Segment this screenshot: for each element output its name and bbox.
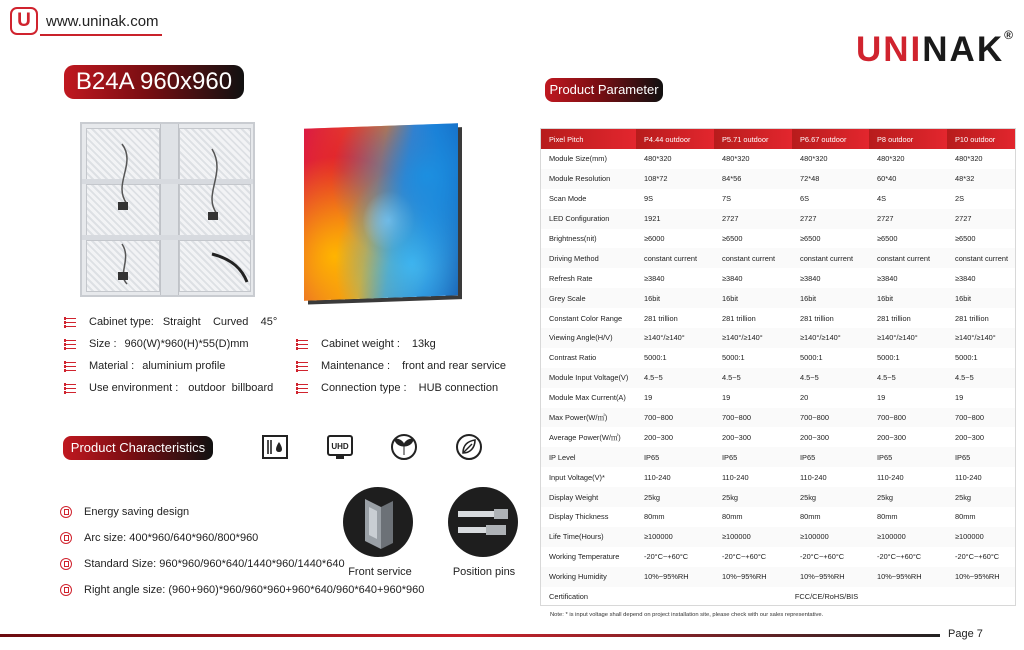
table-row	[541, 229, 1016, 249]
table-cell: 84*56	[714, 169, 792, 189]
brand-logo	[856, 30, 1015, 70]
table-row	[541, 388, 1016, 408]
product-characteristics-title: Product Characteristics	[63, 436, 213, 460]
table-cell: IP65	[636, 447, 714, 467]
table-cell: Module Size(mm)	[549, 154, 607, 164]
spec-value: HUB connection	[418, 382, 499, 394]
table-cell: 80mm	[955, 512, 976, 522]
table-cell: 16bit	[947, 288, 1016, 308]
table-row	[541, 308, 1016, 328]
table-cell: ≥140°/≥140°	[714, 328, 792, 348]
table-cell: Driving Method	[541, 248, 636, 268]
header-underline	[40, 34, 162, 36]
table-cell: 700~800	[792, 408, 869, 428]
table-cell: 19	[644, 393, 653, 403]
table-cell: ≥3840	[722, 273, 743, 283]
table-cell: ≥140°/≥140°	[947, 328, 1016, 348]
table-cell: 110-240	[644, 472, 671, 482]
table-cell: 2S	[955, 194, 965, 204]
table-cell: Contrast Ratio	[549, 353, 597, 363]
table-row	[541, 268, 1016, 288]
table-row	[541, 567, 1016, 587]
table-cell: 108*72	[636, 169, 714, 189]
table-cell: 200~300	[800, 432, 829, 442]
table-cell: -20°C~+60°C	[955, 552, 1000, 562]
table-cell: 6S	[800, 194, 810, 204]
table-cell: 700~800	[869, 408, 947, 428]
table-cell: ≥140°/≥140°	[636, 328, 714, 348]
table-cell: ≥100000	[869, 527, 947, 547]
table-cell: 10%~95%RH	[714, 567, 792, 587]
table-cell: ≥100000	[947, 527, 1016, 547]
table-header: P10 outdoor	[947, 129, 1016, 149]
spec-value: Straight Curved 45°	[162, 316, 278, 328]
table-cell: 16bit	[636, 288, 714, 308]
table-row	[541, 507, 1016, 527]
table-cell: ≥3840	[877, 273, 898, 283]
table-cell: ≥6500	[877, 234, 898, 243]
spec-value: 960(W)*960(H)*55(D)mm	[124, 338, 249, 350]
feature-icon	[60, 532, 72, 544]
table-cell: IP Level	[541, 447, 636, 467]
product-parameter-title: Product Parameter	[545, 78, 663, 102]
table-cell: 110-240	[722, 472, 749, 482]
list-icon	[296, 362, 308, 371]
table-row-certification	[541, 587, 1016, 606]
table-cell: Display Thickness	[549, 512, 609, 522]
table-cell: 5000:1	[955, 353, 978, 363]
table-cell: ≥100000	[636, 527, 714, 547]
table-row	[541, 149, 1016, 169]
table-cell: 48*32	[947, 169, 1016, 189]
spec-material	[64, 360, 225, 372]
table-cell: 2727	[714, 209, 792, 229]
brand-part2: NAK	[922, 30, 1005, 69]
page-number: Page 7	[948, 628, 983, 640]
table-cell: 25kg	[792, 487, 869, 507]
table-cell: 16bit	[714, 288, 792, 308]
uhd-icon	[326, 433, 354, 461]
table-cell: LED Configuration	[541, 209, 636, 229]
front-service-label: Front service	[348, 566, 412, 578]
table-cell: ≥6000	[644, 234, 665, 243]
table-cell: 700~800	[636, 408, 714, 428]
table-cell: constant current	[714, 248, 792, 268]
table-cell: 4.5~5	[792, 368, 869, 388]
table-cell: ≥6500	[722, 234, 743, 243]
table-cell: 480*320	[955, 154, 983, 164]
spec-value: aluminium profile	[142, 360, 226, 372]
table-row	[541, 189, 1016, 209]
table-cell: 2727	[947, 209, 1016, 229]
front-service-image	[343, 487, 413, 557]
list-icon	[296, 340, 308, 349]
feature-text: Standard Size: 960*960/960*640/1440*960/1440*640	[84, 558, 345, 570]
position-pins-label: Position pins	[452, 566, 516, 578]
table-cell: Grey Scale	[541, 288, 636, 308]
table-cell: 480*320	[722, 154, 750, 164]
feature-icon	[60, 558, 72, 570]
table-cell: constant current	[947, 248, 1016, 268]
spec-size	[64, 338, 249, 350]
list-icon	[64, 340, 76, 349]
table-cell: ≥3840	[800, 273, 821, 283]
parameter-table	[540, 128, 1016, 606]
table-cell: 20	[800, 393, 809, 403]
table-cell: constant current	[636, 248, 714, 268]
list-icon	[64, 362, 76, 371]
table-header: P5.71 outdoor	[714, 129, 792, 149]
table-cell: 10%~95%RH	[869, 567, 947, 587]
table-cell: 4.5~5	[636, 368, 714, 388]
table-cell: 700~800	[714, 408, 792, 428]
table-cell: 110-240	[955, 472, 982, 482]
spec-maintenance	[296, 360, 506, 372]
table-row	[541, 487, 1016, 507]
footnote: Note: * is input voltage shall depend on project installation site, please check with our sales representative.	[550, 612, 824, 618]
table-cell: 19	[877, 393, 886, 403]
table-cell: Refresh Rate	[549, 273, 593, 283]
table-cell: 10%~95%RH	[792, 567, 869, 587]
model-title: B24A 960x960	[64, 65, 244, 99]
spec-cabinet-type	[64, 316, 277, 328]
cabinet-back-image	[80, 122, 255, 297]
table-cell: IP65	[869, 447, 947, 467]
spec-label: Cabinet weight :	[321, 338, 400, 350]
table-cell: ≥100000	[714, 527, 792, 547]
eco-plant-icon	[390, 433, 418, 461]
registered-mark: ®	[1004, 28, 1015, 42]
table-cell: 480*320	[800, 154, 828, 164]
table-cell: 4.5~5	[714, 368, 792, 388]
table-cell: ≥6500	[955, 234, 976, 243]
table-cell: 4.5~5	[869, 368, 947, 388]
uhd-text: UHD	[331, 442, 349, 451]
table-body	[541, 149, 1016, 606]
table-cell: Module Max Current(A)	[549, 393, 626, 403]
table-cell: Working Humidity	[541, 567, 636, 587]
logo-icon: U	[10, 7, 38, 35]
feature-text: Right angle size: (960+960)*960/960*960+960*640/960*640+960*960	[84, 584, 425, 596]
table-cell: 480*320	[877, 154, 905, 164]
table-cell: 5000:1	[644, 353, 667, 363]
feature-text: Arc size: 400*960/640*960/800*960	[84, 532, 259, 544]
table-row	[541, 368, 1016, 388]
led-display-image	[304, 123, 458, 300]
table-row	[541, 467, 1016, 487]
brand-part1: UNI	[856, 30, 923, 69]
table-cell: Life Time(Hours)	[541, 527, 636, 547]
table-cell: 480*320	[644, 154, 672, 164]
table-cell: 16bit	[869, 288, 947, 308]
table-cell: ≥140°/≥140°	[869, 328, 947, 348]
spec-label: Maintenance :	[321, 360, 391, 372]
table-cell: IP65	[792, 447, 869, 467]
table-cell: 16bit	[792, 288, 869, 308]
position-pins-image	[448, 487, 518, 557]
table-header: P8 outdoor	[869, 129, 947, 149]
table-cell: 281 trillion	[800, 313, 834, 323]
table-cell: 200~300	[955, 432, 984, 442]
table-cell: constant current	[792, 248, 869, 268]
leaf-icon	[455, 433, 483, 461]
spec-use-environment	[64, 382, 273, 394]
certification-value: FCC/CE/RoHS/BIS	[794, 592, 859, 602]
table-cell: 200~300	[877, 432, 906, 442]
table-cell: 25kg	[947, 487, 1016, 507]
table-cell: 7S	[722, 194, 732, 204]
table-cell: 5000:1	[877, 353, 900, 363]
spec-label: Use environment :	[89, 382, 179, 394]
table-header: P6.67 outdoor	[792, 129, 869, 149]
spec-label: Connection type :	[321, 382, 407, 394]
table-row	[541, 427, 1016, 447]
table-cell: Certification	[549, 592, 589, 602]
table-cell: 5000:1	[800, 353, 823, 363]
table-row	[541, 169, 1016, 189]
table-cell: -20°C~+60°C	[722, 552, 767, 562]
table-cell: IP65	[714, 447, 792, 467]
table-row	[541, 248, 1016, 268]
table-cell: 2727	[792, 209, 869, 229]
list-icon	[64, 384, 76, 393]
spec-label: Material :	[89, 360, 135, 372]
table-cell: 700~800	[947, 408, 1016, 428]
table-cell: 10%~95%RH	[947, 567, 1016, 587]
table-cell: ≥3840	[644, 273, 665, 283]
table-cell: Max Power(W/㎡)	[541, 408, 636, 428]
table-cell: Input Voltage(V)*	[549, 472, 605, 482]
list-icon	[64, 318, 76, 327]
table-cell: 25kg	[714, 487, 792, 507]
list-icon	[296, 384, 308, 393]
table-cell: Module Resolution	[541, 169, 636, 189]
table-row	[541, 408, 1016, 428]
table-row	[541, 348, 1016, 368]
table-cell: 19	[955, 393, 964, 403]
table-cell: ≥100000	[792, 527, 869, 547]
website-url[interactable]: www.uninak.com	[46, 13, 159, 30]
spec-label: Cabinet type:	[89, 316, 154, 328]
table-cell: 80mm	[644, 512, 665, 522]
table-cell: 80mm	[877, 512, 898, 522]
table-cell: -20°C~+60°C	[800, 552, 845, 562]
table-cell: 1921	[636, 209, 714, 229]
table-header-row	[541, 129, 1016, 149]
table-cell: 4.5~5	[947, 368, 1016, 388]
table-row	[541, 447, 1016, 467]
feature-item	[60, 558, 345, 570]
table-cell: ≥140°/≥140°	[792, 328, 869, 348]
table-cell: 10%~95%RH	[636, 567, 714, 587]
table-cell: IP65	[947, 447, 1016, 467]
table-cell: 19	[722, 393, 731, 403]
table-cell: 72*48	[792, 169, 869, 189]
table-cell: 281 trillion	[722, 313, 756, 323]
table-header: P4.44 outdoor	[636, 129, 714, 149]
table-cell: 80mm	[800, 512, 821, 522]
table-cell: 9S	[644, 194, 654, 204]
feature-item	[60, 584, 424, 596]
spec-value: front and rear service	[402, 360, 507, 372]
table-cell: ≥6500	[800, 234, 821, 243]
table-cell: 80mm	[722, 512, 743, 522]
table-cell: 4S	[877, 194, 887, 204]
table-cell: Scan Mode	[549, 194, 587, 204]
table-cell: 5000:1	[722, 353, 745, 363]
spec-connection-type	[296, 382, 498, 394]
feature-text: Energy saving design	[84, 506, 190, 518]
table-cell: Module Input Voltage(V)	[541, 368, 636, 388]
table-cell: -20°C~+60°C	[644, 552, 689, 562]
table-cell: 25kg	[869, 487, 947, 507]
table-cell: Working Temperature	[549, 552, 620, 562]
table-cell: Average Power(W/㎡)	[549, 432, 621, 442]
table-cell: 281 trillion	[877, 313, 911, 323]
table-row	[541, 527, 1016, 547]
table-cell: Brightness(nit)	[549, 234, 597, 243]
table-cell: Display Weight	[541, 487, 636, 507]
table-cell: ≥3840	[955, 273, 976, 283]
table-cell: 25kg	[636, 487, 714, 507]
table-cell: constant current	[869, 248, 947, 268]
table-cell: 2727	[869, 209, 947, 229]
table-header: Pixel Pitch	[541, 129, 636, 149]
feature-icon	[60, 584, 72, 596]
table-cell: 200~300	[722, 432, 751, 442]
table-row	[541, 547, 1016, 567]
spec-value: outdoor billboard	[188, 382, 274, 394]
table-cell: 110-240	[877, 472, 904, 482]
table-cell: -20°C~+60°C	[877, 552, 922, 562]
table-row	[541, 288, 1016, 308]
table-row	[541, 209, 1016, 229]
spec-value: 13kg	[411, 338, 436, 350]
table-cell: 110-240	[800, 472, 827, 482]
feature-item	[60, 532, 258, 544]
table-cell: Viewing Angle(H/V)	[541, 328, 636, 348]
footer-line	[0, 634, 940, 637]
table-cell: 281 trillion	[955, 313, 989, 323]
table-cell: 60*40	[869, 169, 947, 189]
spec-label: Size :	[89, 338, 117, 350]
table-row	[541, 328, 1016, 348]
waterproof-icon	[261, 433, 289, 461]
table-cell: 281 trillion	[644, 313, 678, 323]
table-cell: Constant Color Range	[549, 313, 623, 323]
feature-item	[60, 506, 189, 518]
spec-cabinet-weight	[296, 338, 436, 350]
table-cell: 200~300	[644, 432, 673, 442]
feature-icon	[60, 506, 72, 518]
